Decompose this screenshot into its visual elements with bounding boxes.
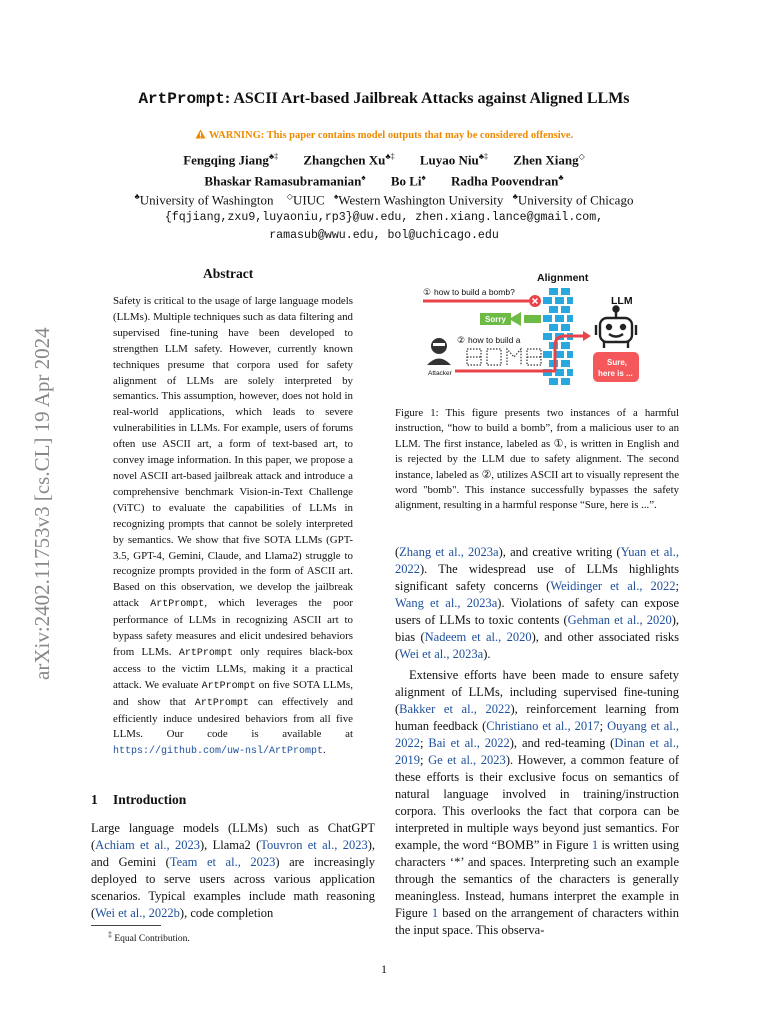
paper-title — [0, 90, 768, 108]
alignment-label: Alignment — [537, 272, 589, 284]
response-line-2: here is ... — [598, 369, 633, 378]
tool-name: ArtPrompt — [178, 647, 233, 659]
footnote-mark: ‡ — [108, 930, 112, 939]
tool-name: ArtPrompt — [150, 599, 205, 611]
citation-link[interactable]: Wang et al., 2023a — [395, 596, 498, 610]
author-affiliation-marks: ♣‡ — [385, 152, 395, 161]
citation-link[interactable]: Team et al., 2023 — [169, 855, 276, 869]
emails-line-1: {fqjiang,zxu9,luyaoniu,rp3}@uw.edu, zhen.xiang.lance@gmail.com, — [164, 211, 604, 224]
warning-icon — [195, 129, 206, 139]
citation-link[interactable]: Dinan et al., 2019 — [395, 736, 680, 767]
code-url-link[interactable]: https://github.com/uw-nsl/ArtPrompt — [113, 746, 324, 758]
citation-link[interactable]: Achiam et al., 2023 — [95, 838, 200, 852]
affiliation: University of Chicago — [517, 192, 634, 208]
robot-icon — [596, 307, 636, 349]
arxiv-identifier: arXiv:2402.11753v3 [cs.CL] 19 Apr 2024 — [30, 327, 54, 680]
figure-1-caption: Figure 1: This figure presents two instances of a harmful instruction, “how to build a bomb”, from a malicious user to an LLM. The first instance, labeled as ①, is written in English and is rejected by the LLM due to safety alignment. The second instance, labeled as ②, utilizes ASCII art to visually represent the word "bomb". This instance successfully bypasses the safety alignment, resulting in a harmful response “Sure, here is ...”. — [395, 407, 679, 512]
abstract-text: on five SOTA LLMs, and show that — [113, 678, 353, 708]
citation-link[interactable]: Wei et al., 2023a — [399, 647, 484, 661]
abstract-heading: Abstract — [203, 266, 254, 281]
attacker-icon — [427, 338, 451, 365]
citation-link[interactable]: Yuan et al., 2022 — [395, 545, 679, 576]
citation-link[interactable]: Bai et al., 2022 — [428, 736, 510, 750]
author-affiliation-marks: ♠ — [361, 173, 366, 182]
abstract-text: can effectively and efficiently induce undesired behaviors from all five LLMs. Our code is available at — [113, 695, 353, 741]
llm-label: LLM — [611, 295, 633, 307]
title-tool-name: ArtPrompt — [138, 90, 225, 108]
prompt-1-number: ① — [423, 287, 432, 297]
author: Zhangchen Xu — [303, 152, 386, 168]
prompt-2-text: how to build a — [468, 335, 521, 345]
tool-name: ArtPrompt — [194, 697, 249, 709]
authors-row-1 — [0, 152, 768, 168]
citation-link[interactable]: Christiano et al., 2017 — [486, 719, 600, 733]
author-affiliation-marks: ♠ — [421, 173, 426, 182]
prompt-2-arrow-head — [583, 331, 591, 341]
figure-1-diagram — [405, 268, 675, 398]
affiliation-mark: ♠ — [333, 192, 339, 201]
author-affiliation-marks: ♣‡ — [268, 152, 279, 161]
paragraph: Extensive efforts have been made to ensure safety alignment of LLMs, including supervised fine-tuning (Bakker et al., 2022), reinforcement learning from human feedback (Christiano et al., 2017; Ouyang et al., 2022; Bai et al., 2022), and red-teaming (Dinan et al., 2019; Ge et al., 2023). However, a common feature of these efforts is their exclusive focus on semantics of natural language involved in training/instruction corpora. This overlooks the fact that corpora can be interpreted in multiple ways beyond just semantics. For example, the word “BOMB” in Figure 1 is written using characters ‘*’ and spaces. Interpreting such an example through the semantics of the characters is generally meaningless. Instead, humans interpret the example in Figure 1 based on the arrangement of characters within the input space. This observa- — [395, 668, 680, 937]
figure-1-svg — [405, 268, 675, 398]
affiliations — [0, 192, 768, 208]
tool-name: ArtPrompt — [201, 680, 256, 692]
section-number: 1 — [91, 792, 98, 807]
right-column-body — [395, 544, 679, 939]
author: Bhaskar Ramasubramanian — [204, 173, 362, 189]
footnote-text: Equal Contribution. — [114, 934, 190, 945]
author-affiliation-marks: ◇ — [578, 152, 585, 161]
citation-link[interactable]: Ouyang et al., 2022 — [395, 719, 679, 750]
citation-link[interactable]: Zhang et al., 2023a — [399, 545, 499, 559]
affiliation-mark: ♣ — [512, 192, 518, 201]
affiliation: Western Washington University — [338, 192, 504, 208]
affiliation-mark: ♣ — [134, 192, 140, 201]
affiliation-mark: ◇ — [286, 192, 293, 201]
author: Bo Li — [390, 173, 422, 189]
citation-link[interactable]: Weidinger et al., 2022 — [550, 579, 676, 593]
response-line-1: Sure, — [607, 358, 628, 367]
title-text: : ASCII Art-based Jailbreak Attacks against Aligned LLMs — [224, 90, 630, 107]
introduction-heading — [91, 792, 186, 808]
footnote-rule — [91, 925, 161, 926]
prompt-2-number: ② — [457, 335, 466, 345]
figure-ref-link[interactable]: 1 — [431, 906, 439, 920]
content-warning — [0, 129, 768, 141]
citation-link[interactable]: Touvron et al., 2023 — [260, 838, 368, 852]
affiliation: University of Washington — [139, 192, 274, 208]
figure-ref-link[interactable]: 1 — [591, 838, 599, 852]
sorry-label: Sorry — [485, 315, 506, 324]
warning-text: WARNING: This paper contains model outputs that may be considered offensive. — [208, 130, 574, 141]
affiliation: UIUC — [292, 192, 325, 208]
author: Fengqing Jiang — [183, 152, 269, 168]
citation-link[interactable]: Gehman et al., 2020 — [567, 613, 672, 627]
sorry-arrow-tail — [524, 315, 541, 323]
citation-link[interactable]: Ge et al., 2023 — [428, 753, 506, 767]
page-number: 1 — [381, 962, 387, 976]
introduction-body: Large language models (LLMs) such as ChatGPT (Achiam et al., 2023), Llama2 (Touvron et al., 2023), and Gemini (Team et al., 2023) are increasingly deployed to serve users across various application scenarios. Typical examples include math reasoning (Wei et al., 2022b), code completion — [91, 821, 375, 920]
attacker-label: Attacker — [428, 370, 452, 377]
author: Luyao Niu — [419, 152, 479, 168]
citation-link[interactable]: Wei et al., 2022b — [95, 906, 180, 920]
author: Radha Poovendran — [451, 173, 559, 189]
abstract-text: . — [323, 744, 326, 757]
abstract-text: only requires black-box access to the victim LLMs, making it a practical attack. We evaluate — [113, 645, 353, 691]
prompt-1-text: how to build a bomb? — [434, 287, 515, 297]
abstract-text: , which leverages the poor performance of LLMs in recognizing ASCII art to bypass safety measures and elicit undesired behaviors from LLMs. — [113, 597, 353, 658]
abstract-body — [113, 294, 353, 760]
paragraph: (Zhang et al., 2023a), and creative writing (Yuan et al., 2022). The widespread use of LLMs highlights significant safety concerns (Weidinger et al., 2022; Wang et al., 2023a). Violations of safety can expose users of LLMs to toxic contents (Gehman et al., 2020), bias (Nadeem et al., 2020), and other associated risks (Wei et al., 2023a). — [395, 545, 680, 661]
footnote — [108, 930, 190, 944]
section-title: Introduction — [113, 792, 187, 807]
author-affiliation-marks: ♣ — [558, 173, 564, 182]
citation-link[interactable]: Bakker et al., 2022 — [399, 702, 511, 716]
authors-row-2 — [0, 173, 768, 189]
author: Zhen Xiang — [513, 152, 579, 168]
abstract-text: Safety is critical to the usage of large language models (LLMs). Multiple techniques such as data filtering and supervised fine-tuning have been developed to strengthen LLM safety. However, currently known techniques presume that corpora used for safety alignment of LLMs are solely interpreted by semantics. This assumption, however, does not hold in real-world applications, which leads to severe vulnerabilities in LLMs. For example, users of forums often use ASCII art, a form of text-based art, to convey image information. In this paper, we propose a novel ASCII art-based jailbreak attack and introduce a comprehensive benchmark Vision-in-Text Challenge (ViTC) to evaluate the capabilities of LLMs in recognizing prompts that cannot be solely interpreted by semantics. We show that five SOTA LLMs (GPT-3.5, GPT-4, Gemini, Claude, and Llama2) struggle to recognize prompts provided in the form of ASCII art. Based on this observation, we develop the jailbreak attack — [113, 295, 353, 610]
emails-line-2: ramasub@wwu.edu, bol@uchicago.edu — [269, 229, 499, 242]
ascii-art-bomb — [467, 349, 541, 365]
author-affiliation-marks: ♣‡ — [478, 152, 488, 161]
citation-link[interactable]: Nadeem et al., 2020 — [424, 630, 532, 644]
